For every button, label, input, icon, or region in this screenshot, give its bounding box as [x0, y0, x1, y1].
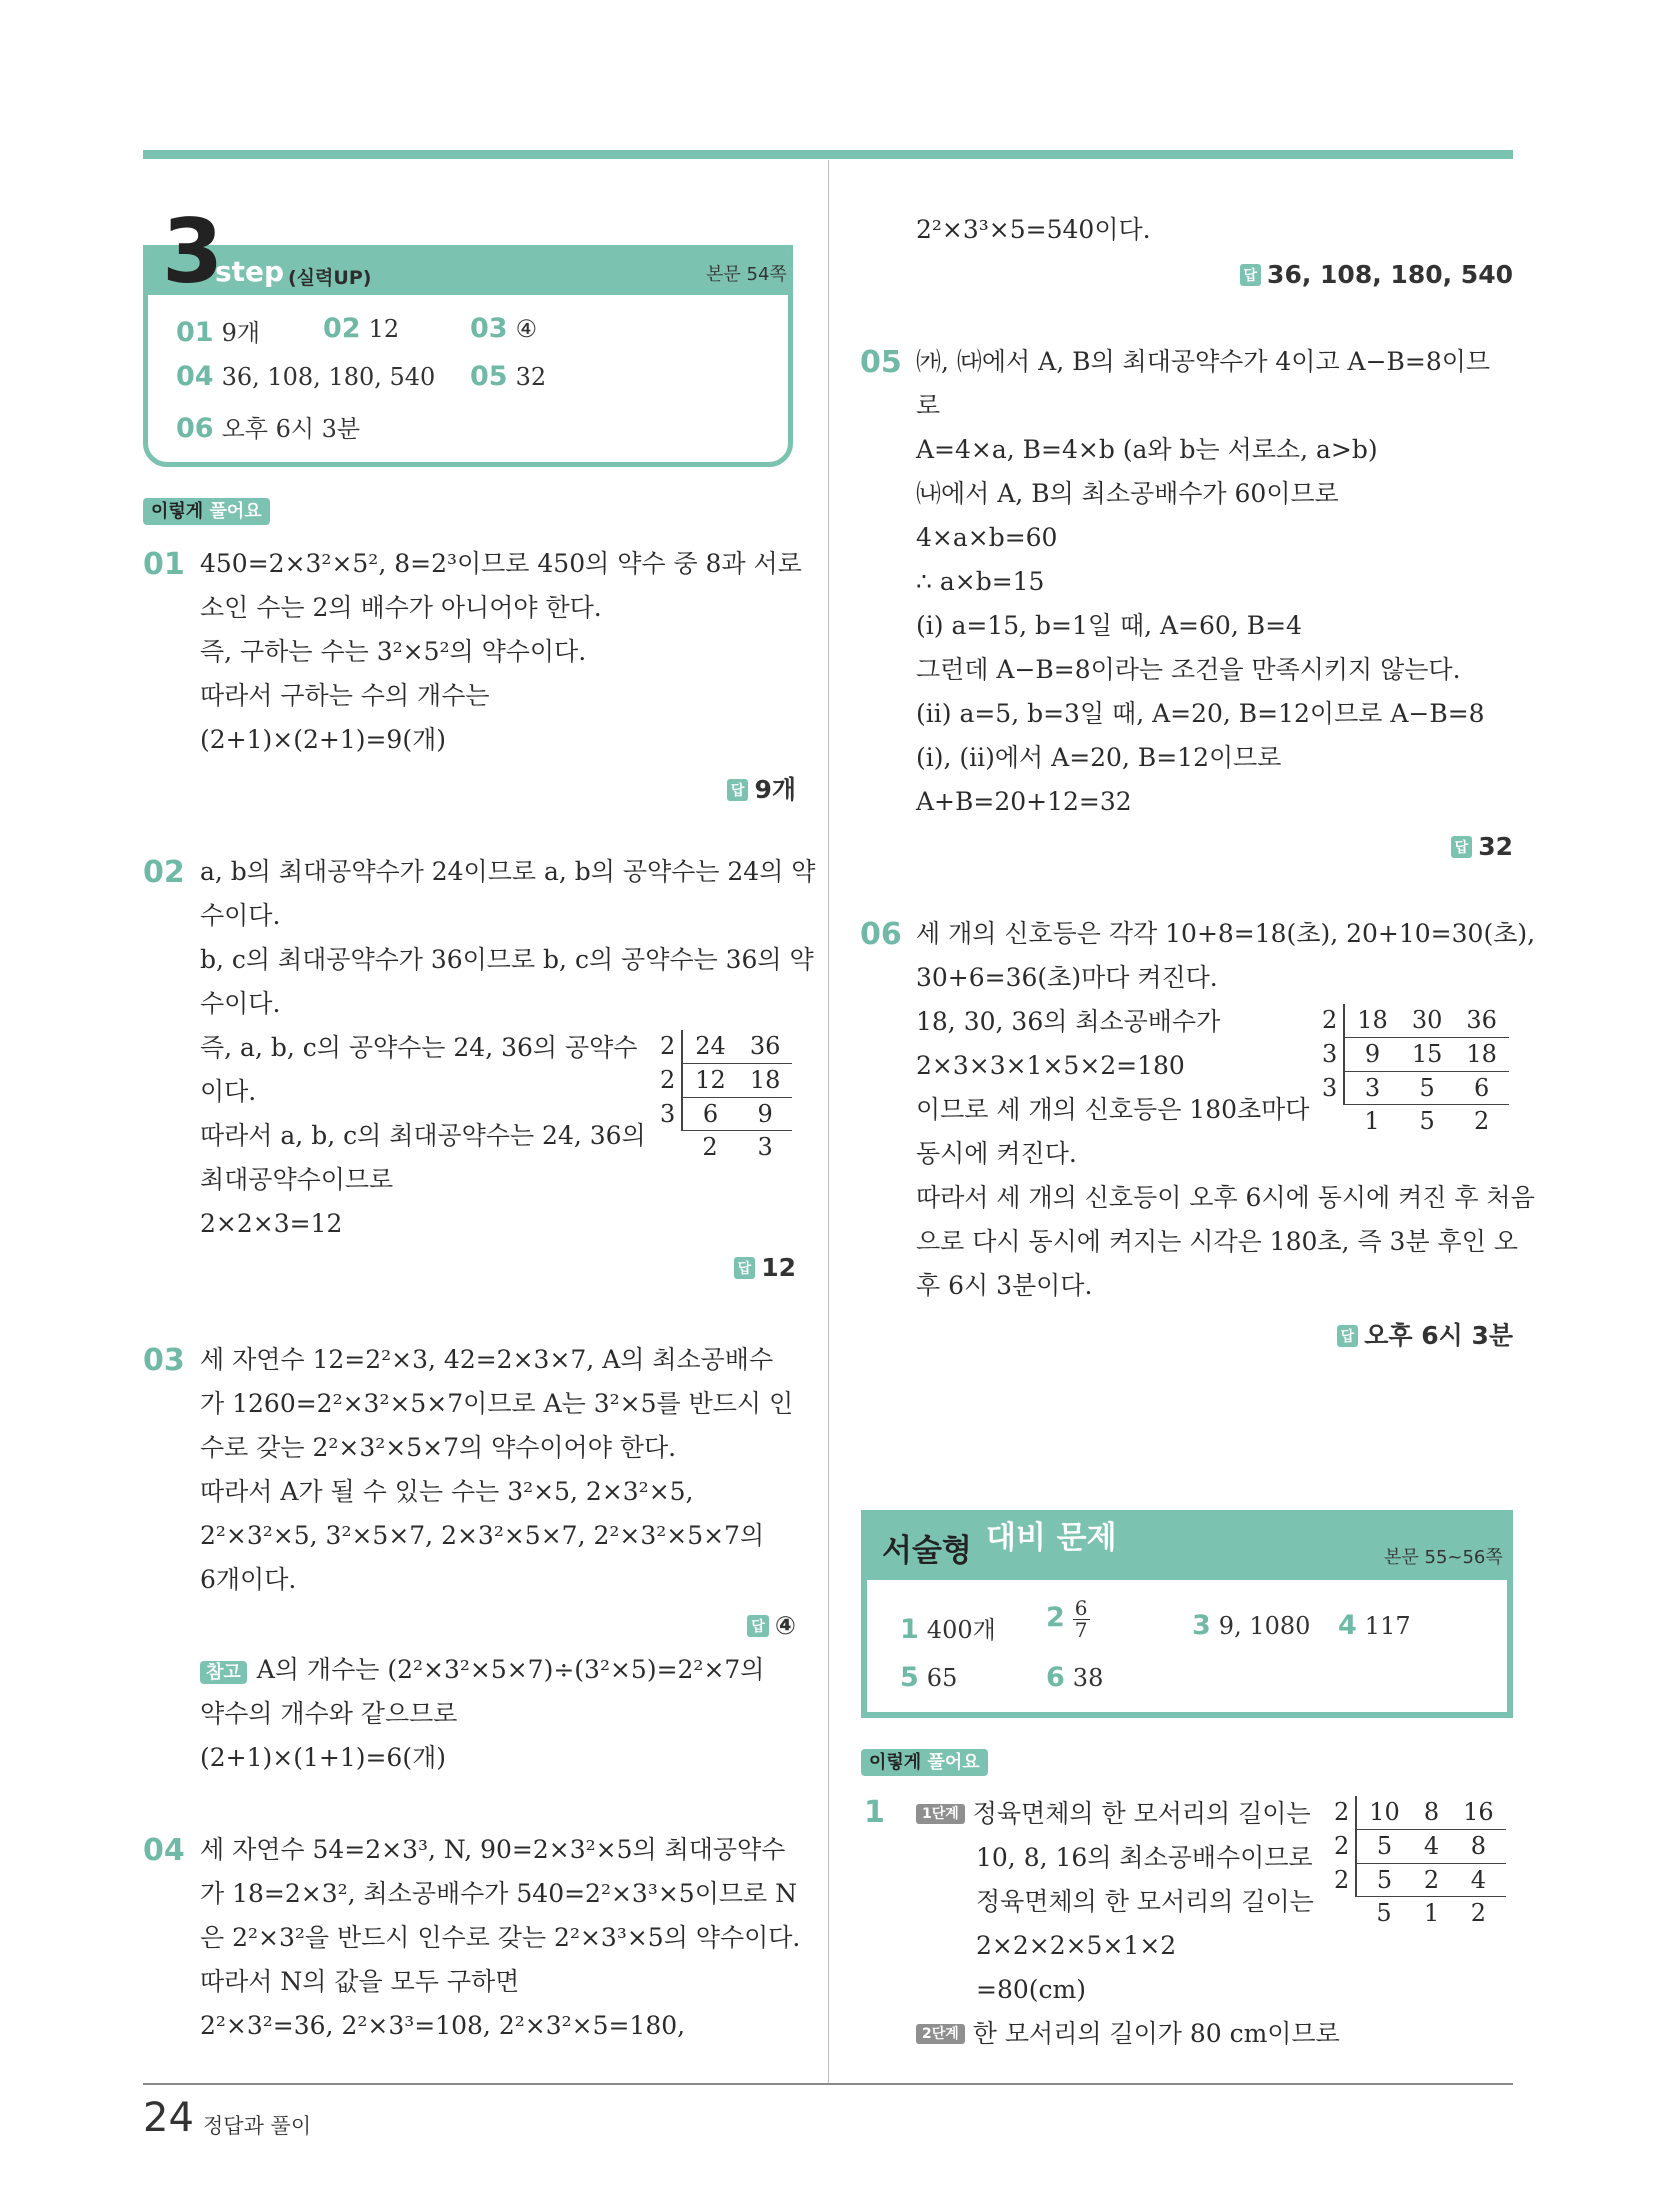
- cell: 6: [1454, 1071, 1509, 1105]
- q05-answer: 답 32: [1451, 832, 1513, 861]
- cell: 2: [702, 1133, 718, 1162]
- cell: 9: [738, 1097, 793, 1131]
- cell: 5: [1356, 1863, 1412, 1897]
- q05-line: ㈏에서 A, B의 최소공배수가 60이므로: [916, 479, 1339, 508]
- q02-line: a, b의 최대공약수가 24이므로 a, b의 공약수는 24의 약: [200, 857, 816, 886]
- essay-title-main: 서술형: [882, 1533, 972, 1569]
- q03-note-line: 약수의 개수와 같으므로: [200, 1699, 458, 1728]
- q04-line: 따라서 N의 값을 모두 구하면: [200, 1967, 520, 1996]
- essay-answer-5: 5 65: [900, 1662, 958, 1693]
- q02-line: 최대공약수이므로: [200, 1165, 394, 1194]
- q06-line: 30+6=36(초)마다 켜진다.: [916, 963, 1218, 992]
- q03-line: 가 1260=2²×3²×5×7이므로 A는 3²×5를 반드시 인: [200, 1389, 794, 1418]
- q02-division-table: [660, 1030, 792, 1164]
- fraction: $\frac{6}{7}$: [1074, 1596, 1088, 1642]
- q03-note-line: 참고 A의 개수는 (2²×3²×5×7)÷(3²×5)=2²×7의: [200, 1655, 764, 1685]
- divisor: 2: [1334, 1865, 1350, 1894]
- essay1-line: 2단계 한 모서리의 길이가 80 cm이므로: [916, 2019, 1340, 2049]
- question-number-02: 02: [143, 855, 185, 890]
- q03-answer: 답 ④: [747, 1611, 796, 1640]
- essay-answer-1: 1 400개: [900, 1614, 996, 1645]
- step-page-ref: 본문 54쪽: [706, 264, 787, 285]
- step-answer-06: 06 오후 6시 3분: [176, 413, 361, 444]
- note-tag: 참고: [200, 1661, 247, 1684]
- cell: 10: [1356, 1796, 1412, 1829]
- step-answer-03: 03 ④: [470, 313, 538, 344]
- essay-answer-6: 6 38: [1046, 1662, 1104, 1693]
- divisor: 2: [660, 1065, 676, 1094]
- cell: 12: [682, 1063, 738, 1097]
- step-sublabel: (실력UP): [288, 267, 372, 289]
- step-answer-04: 04 36, 108, 180, 540: [176, 361, 436, 392]
- cell: 30: [1400, 1004, 1455, 1037]
- q02-line: b, c의 최대공약수가 36이므로 b, c의 공약수는 36의 약: [200, 945, 814, 974]
- question-number-01: 01: [143, 547, 185, 582]
- divisor: 3: [660, 1099, 676, 1128]
- step-answer-01: 01 9개: [176, 317, 261, 348]
- divisor: 2: [1334, 1831, 1350, 1860]
- q06-line: 으로 다시 동시에 켜지는 시각은 180초, 즉 3분 후인 오: [916, 1227, 1518, 1256]
- cell: 4: [1412, 1829, 1451, 1863]
- q02-line: 2×2×3=12: [200, 1209, 343, 1238]
- step-label: step: [215, 255, 285, 288]
- bottom-rule: [143, 2083, 1513, 2085]
- q06-line: 18, 30, 36의 최소공배수가: [916, 1007, 1221, 1036]
- page-number: 24: [143, 2095, 194, 2141]
- q02-line: 따라서 a, b, c의 최대공약수는 24, 36의: [200, 1121, 646, 1150]
- cell: 15: [1400, 1037, 1455, 1071]
- cell: 5: [1376, 1899, 1392, 1928]
- q02-line: 즉, a, b, c의 공약수는 24, 36의 공약수: [200, 1033, 638, 1062]
- cell: 8: [1412, 1796, 1451, 1829]
- stage-tag: 1단계: [916, 1804, 965, 1824]
- q06-line: 이므로 세 개의 신호등은 180초마다: [916, 1095, 1310, 1124]
- cell: 9: [1344, 1037, 1400, 1071]
- q05-line: A+B=20+12=32: [916, 787, 1132, 816]
- essay-page-ref: 본문 55~56쪽: [1384, 1547, 1503, 1568]
- q01-line: 따라서 구하는 수의 개수는: [200, 681, 490, 710]
- cell: 24: [682, 1030, 738, 1063]
- q06-answer: 답 오후 6시 3분: [1337, 1316, 1513, 1352]
- cell: 8: [1451, 1829, 1506, 1863]
- essay1-line: 정육면체의 한 모서리의 길이는: [976, 1887, 1314, 1916]
- essay-title-sub: 대비 문제: [986, 1520, 1117, 1556]
- divisor: [1334, 1897, 1356, 1930]
- q01-line: (2+1)×(2+1)=9(개): [200, 725, 446, 754]
- top-rule: [143, 150, 1513, 159]
- divisor: 2: [1322, 1006, 1338, 1035]
- cell: 18: [1344, 1004, 1400, 1037]
- q03-line: 6개이다.: [200, 1565, 297, 1594]
- essay1-line: 10, 8, 16의 최소공배수이므로: [976, 1843, 1313, 1872]
- essay1-division-table: [1334, 1796, 1506, 1930]
- essay1-line: 1단계 정육면체의 한 모서리의 길이는: [916, 1799, 1311, 1829]
- question-number-05: 05: [860, 345, 902, 380]
- q04-line: 세 자연수 54=2×3³, N, 90=2×3²×5의 최대공약수: [200, 1835, 786, 1864]
- q06-line: 따라서 세 개의 신호등이 오후 6시에 동시에 켜진 후 처음: [916, 1183, 1535, 1212]
- q01-answer: 답 9개: [727, 770, 796, 806]
- q03-note-line: (2+1)×(1+1)=6(개): [200, 1743, 446, 1772]
- q04-line: 가 18=2×3², 최소공배수가 540=2²×3³×5이므로 N: [200, 1879, 797, 1908]
- question-number-04: 04: [143, 1833, 185, 1868]
- q05-line: ㈎, ㈐에서 A, B의 최대공약수가 4이고 A−B=8이므: [916, 347, 1491, 376]
- q06-division-table: [1322, 1004, 1509, 1138]
- cell: 36: [1454, 1004, 1509, 1037]
- column-divider: [828, 160, 829, 2085]
- divisor: [1322, 1105, 1344, 1138]
- cell: 2: [1470, 1899, 1487, 1928]
- page-label: 정답과 풀이: [203, 2114, 312, 2138]
- q05-line: (ⅰ) a=15, b=1일 때, A=60, B=4: [916, 611, 1302, 640]
- q05-line: (ⅰ), (ⅱ)에서 A=20, B=12이므로: [916, 743, 1282, 772]
- cell: 4: [1451, 1863, 1506, 1897]
- cell: 16: [1451, 1796, 1506, 1829]
- q02-line: 이다.: [200, 1077, 257, 1106]
- question-number-06: 06: [860, 917, 902, 952]
- q02-line: 수이다.: [200, 901, 281, 930]
- q06-line: 동시에 켜진다.: [916, 1139, 1077, 1168]
- step-answer-05: 05 32: [470, 361, 547, 392]
- cell: 5: [1356, 1829, 1412, 1863]
- q05-line: 그런데 A−B=8이라는 조건을 만족시키지 않는다.: [916, 655, 1461, 684]
- q05-line: (ⅱ) a=5, b=3일 때, A=20, B=12이므로 A−B=8: [916, 699, 1485, 728]
- q02-line: 수이다.: [200, 989, 281, 1018]
- divisor: 2: [1334, 1798, 1350, 1827]
- q05-line: ∴ a×b=15: [916, 567, 1045, 596]
- q01-line: 소인 수는 2의 배수가 아니어야 한다.: [200, 593, 602, 622]
- essay1-line: =80(cm): [976, 1975, 1086, 2004]
- q06-line: 2×3×3×1×5×2=180: [916, 1051, 1185, 1080]
- divisor: 2: [660, 1032, 676, 1061]
- q03-line: 수로 갖는 2²×3²×5×7의 약수이어야 한다.: [200, 1433, 677, 1462]
- step-number: 3: [162, 200, 224, 303]
- q05-line: A=4×a, B=4×b (a와 b는 서로소, a>b): [916, 435, 1378, 464]
- q05-line: 로: [916, 391, 941, 420]
- divisor: 3: [1322, 1039, 1338, 1068]
- q06-line: 후 6시 3분이다.: [916, 1271, 1093, 1300]
- stage-tag: 2단계: [916, 2024, 965, 2044]
- divisor: 3: [1322, 1073, 1338, 1102]
- solve-tag: 이렇게 풀어요: [143, 497, 270, 523]
- q04-line: 2²×3²=36, 2²×3³=108, 2²×3²×5=180,: [200, 2011, 686, 2040]
- question-number-03: 03: [143, 1343, 185, 1378]
- cell: 6: [682, 1097, 738, 1131]
- q01-line: 450=2×3²×5², 8=2³이므로 450의 약수 중 8과 서로: [200, 549, 802, 578]
- q06-line: 세 개의 신호등은 각각 10+8=18(초), 20+10=30(초),: [916, 919, 1536, 948]
- cell: 2: [1412, 1863, 1451, 1897]
- cell: 3: [757, 1133, 773, 1162]
- cell: 3: [1344, 1071, 1400, 1105]
- cell: 2: [1474, 1107, 1490, 1136]
- q04-line: 2²×3³×5=540이다.: [916, 215, 1151, 244]
- cell: 5: [1419, 1107, 1435, 1136]
- essay-answer-4: 4 117: [1338, 1610, 1411, 1641]
- essay-answer-3: 3 9, 1080: [1192, 1610, 1311, 1641]
- essay-number-1: 1: [864, 1795, 885, 1830]
- q02-answer: 답 12: [734, 1253, 796, 1282]
- q03-line: 따라서 A가 될 수 있는 수는 3²×5, 2×3²×5,: [200, 1477, 694, 1506]
- step-answer-02: 02 12: [323, 313, 400, 344]
- solve-tag-2: 이렇게 풀어요: [861, 1748, 988, 1774]
- q05-line: 4×a×b=60: [916, 523, 1058, 552]
- q01-line: 즉, 구하는 수는 3²×5²의 약수이다.: [200, 637, 587, 666]
- essay-answer-2: 2 $\frac{6}{7}$: [1046, 1596, 1088, 1642]
- cell: 1: [1423, 1899, 1440, 1928]
- cell: 1: [1364, 1107, 1380, 1136]
- q03-line: 세 자연수 12=2²×3, 42=2×3×7, A의 최소공배수: [200, 1345, 774, 1374]
- divisor: [660, 1131, 682, 1164]
- cell: 18: [1454, 1037, 1509, 1071]
- cell: 5: [1400, 1071, 1455, 1105]
- q04-answer: 답 36, 108, 180, 540: [1240, 260, 1513, 289]
- q04-line: 은 2²×3²을 반드시 인수로 갖는 2²×3³×5의 약수이다.: [200, 1923, 801, 1952]
- cell: 36: [738, 1030, 793, 1063]
- essay1-line: 2×2×2×5×1×2: [976, 1931, 1177, 1960]
- q03-line: 2²×3²×5, 3²×5×7, 2×3²×5×7, 2²×3²×5×7의: [200, 1521, 765, 1550]
- cell: 18: [738, 1063, 793, 1097]
